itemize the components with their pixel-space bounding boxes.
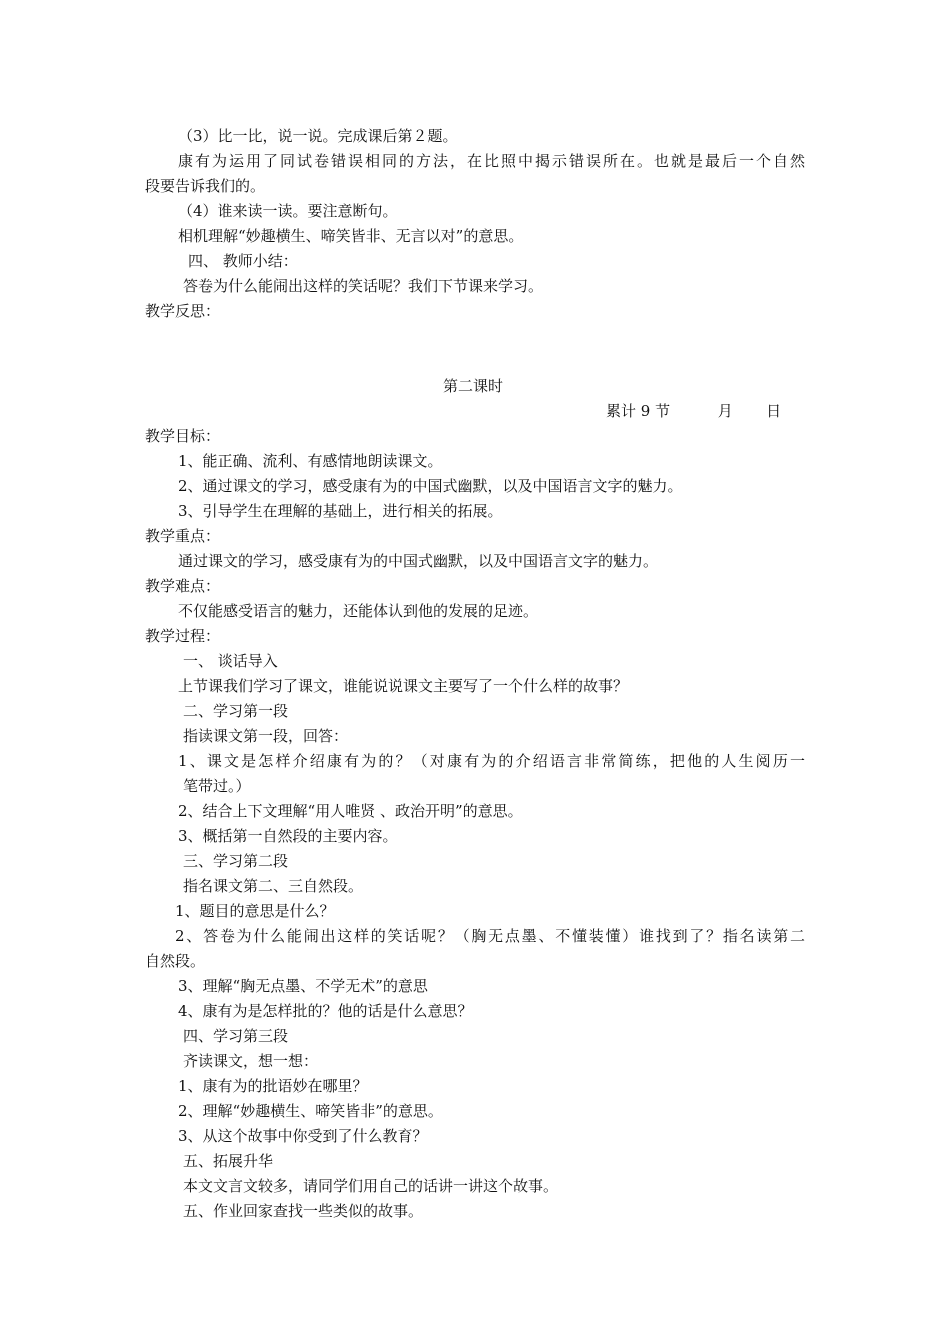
reflection-label: 教学反思： (145, 302, 221, 320)
question-item: 1、题目的意思是什么？ (175, 902, 335, 920)
question-item: 2、理解“妙趣横生、啼笑皆非”的意思。 (178, 1102, 443, 1120)
item-4: （4）谁来读一读。要注意断句。 (178, 202, 398, 220)
key-points-text: 通过课文的学习，感受康有为的中国式幽默，以及中国语言文字的魅力。 (178, 552, 659, 570)
question-item: 2、答卷为什么能闹出这样的笑话呢？（胸无点墨、不懂装懂）谁找到了？指名读第二 (175, 927, 805, 945)
paragraph-comparison-line1: 康有为运用了同试卷错误相同的方法，在比照中揭示错误所在。也就是最后一个自然 (178, 152, 805, 170)
section-text: 指读课文第一段，回答： (183, 727, 349, 745)
section-heading: 五、拓展升华 (183, 1152, 274, 1170)
section-text: 五、作业回家查找一些类似的故事。 (183, 1202, 424, 1220)
process-label: 教学过程： (145, 627, 221, 645)
question-item: 2、结合上下文理解“用人唯贤 、政治开明”的意思。 (178, 802, 523, 820)
difficulty-label: 教学难点： (145, 577, 221, 595)
goals-label: 教学目标： (145, 427, 221, 445)
difficulty-text: 不仅能感受语言的魅力，还能体认到他的发展的足迹。 (178, 602, 539, 620)
section-heading: 四、学习第三段 (183, 1027, 289, 1045)
section-text: 齐读课文，想一想： (183, 1052, 319, 1070)
item-3: （3）比一比，说一说。完成课后第２题。 (178, 127, 458, 145)
question-item: 1、课文是怎样介绍康有为的？（对康有为的介绍语言非常简练，把他的人生阅历一 (178, 752, 805, 770)
key-points-label: 教学重点： (145, 527, 221, 545)
section-heading: 三、学习第二段 (183, 852, 289, 870)
paragraph-comparison-line2: 段要告诉我们的。 (145, 177, 266, 195)
question-item: 4、康有为是怎样批的？他的话是什么意思？ (178, 1002, 473, 1020)
question-item: 1、康有为的批语妙在哪里？ (178, 1077, 368, 1095)
lesson-meta: 累计 9 节 月 日 (606, 402, 782, 420)
paragraph-understanding: 相机理解“妙趣横生、啼笑皆非、无言以对”的意思。 (178, 227, 524, 245)
lesson-title: 第二课时 (443, 377, 504, 395)
question-item-continued: 笔带过。） (183, 777, 251, 795)
summary-text: 答卷为什么能闹出这样的笑话呢？我们下节课来学习。 (183, 277, 544, 295)
question-item: 3、概括第一自然段的主要内容。 (178, 827, 398, 845)
question-item: 3、从这个故事中你受到了什么教育？ (178, 1127, 428, 1145)
question-item: 3、理解“胸无点墨、不学无术”的意思 (178, 977, 428, 995)
section-heading: 二、学习第一段 (183, 702, 289, 720)
goal-item: 2、通过课文的学习，感受康有为的中国式幽默，以及中国语言文字的魅力。 (178, 477, 683, 495)
goal-item: 1、能正确、流利、有感情地朗读课文。 (178, 452, 443, 470)
summary-heading: 四、 教师小结： (188, 252, 298, 270)
section-text: 上节课我们学习了课文，谁能说说课文主要写了一个什么样的故事？ (178, 677, 629, 695)
goal-item: 3、引导学生在理解的基础上，进行相关的拓展。 (178, 502, 503, 520)
section-text: 指名课文第二、三自然段。 (183, 877, 364, 895)
question-item-continued: 自然段。 (145, 952, 206, 970)
section-text: 本文文言文较多，请同学们用自己的话讲一讲这个故事。 (183, 1177, 559, 1195)
section-heading: 一、 谈话导入 (183, 652, 278, 670)
